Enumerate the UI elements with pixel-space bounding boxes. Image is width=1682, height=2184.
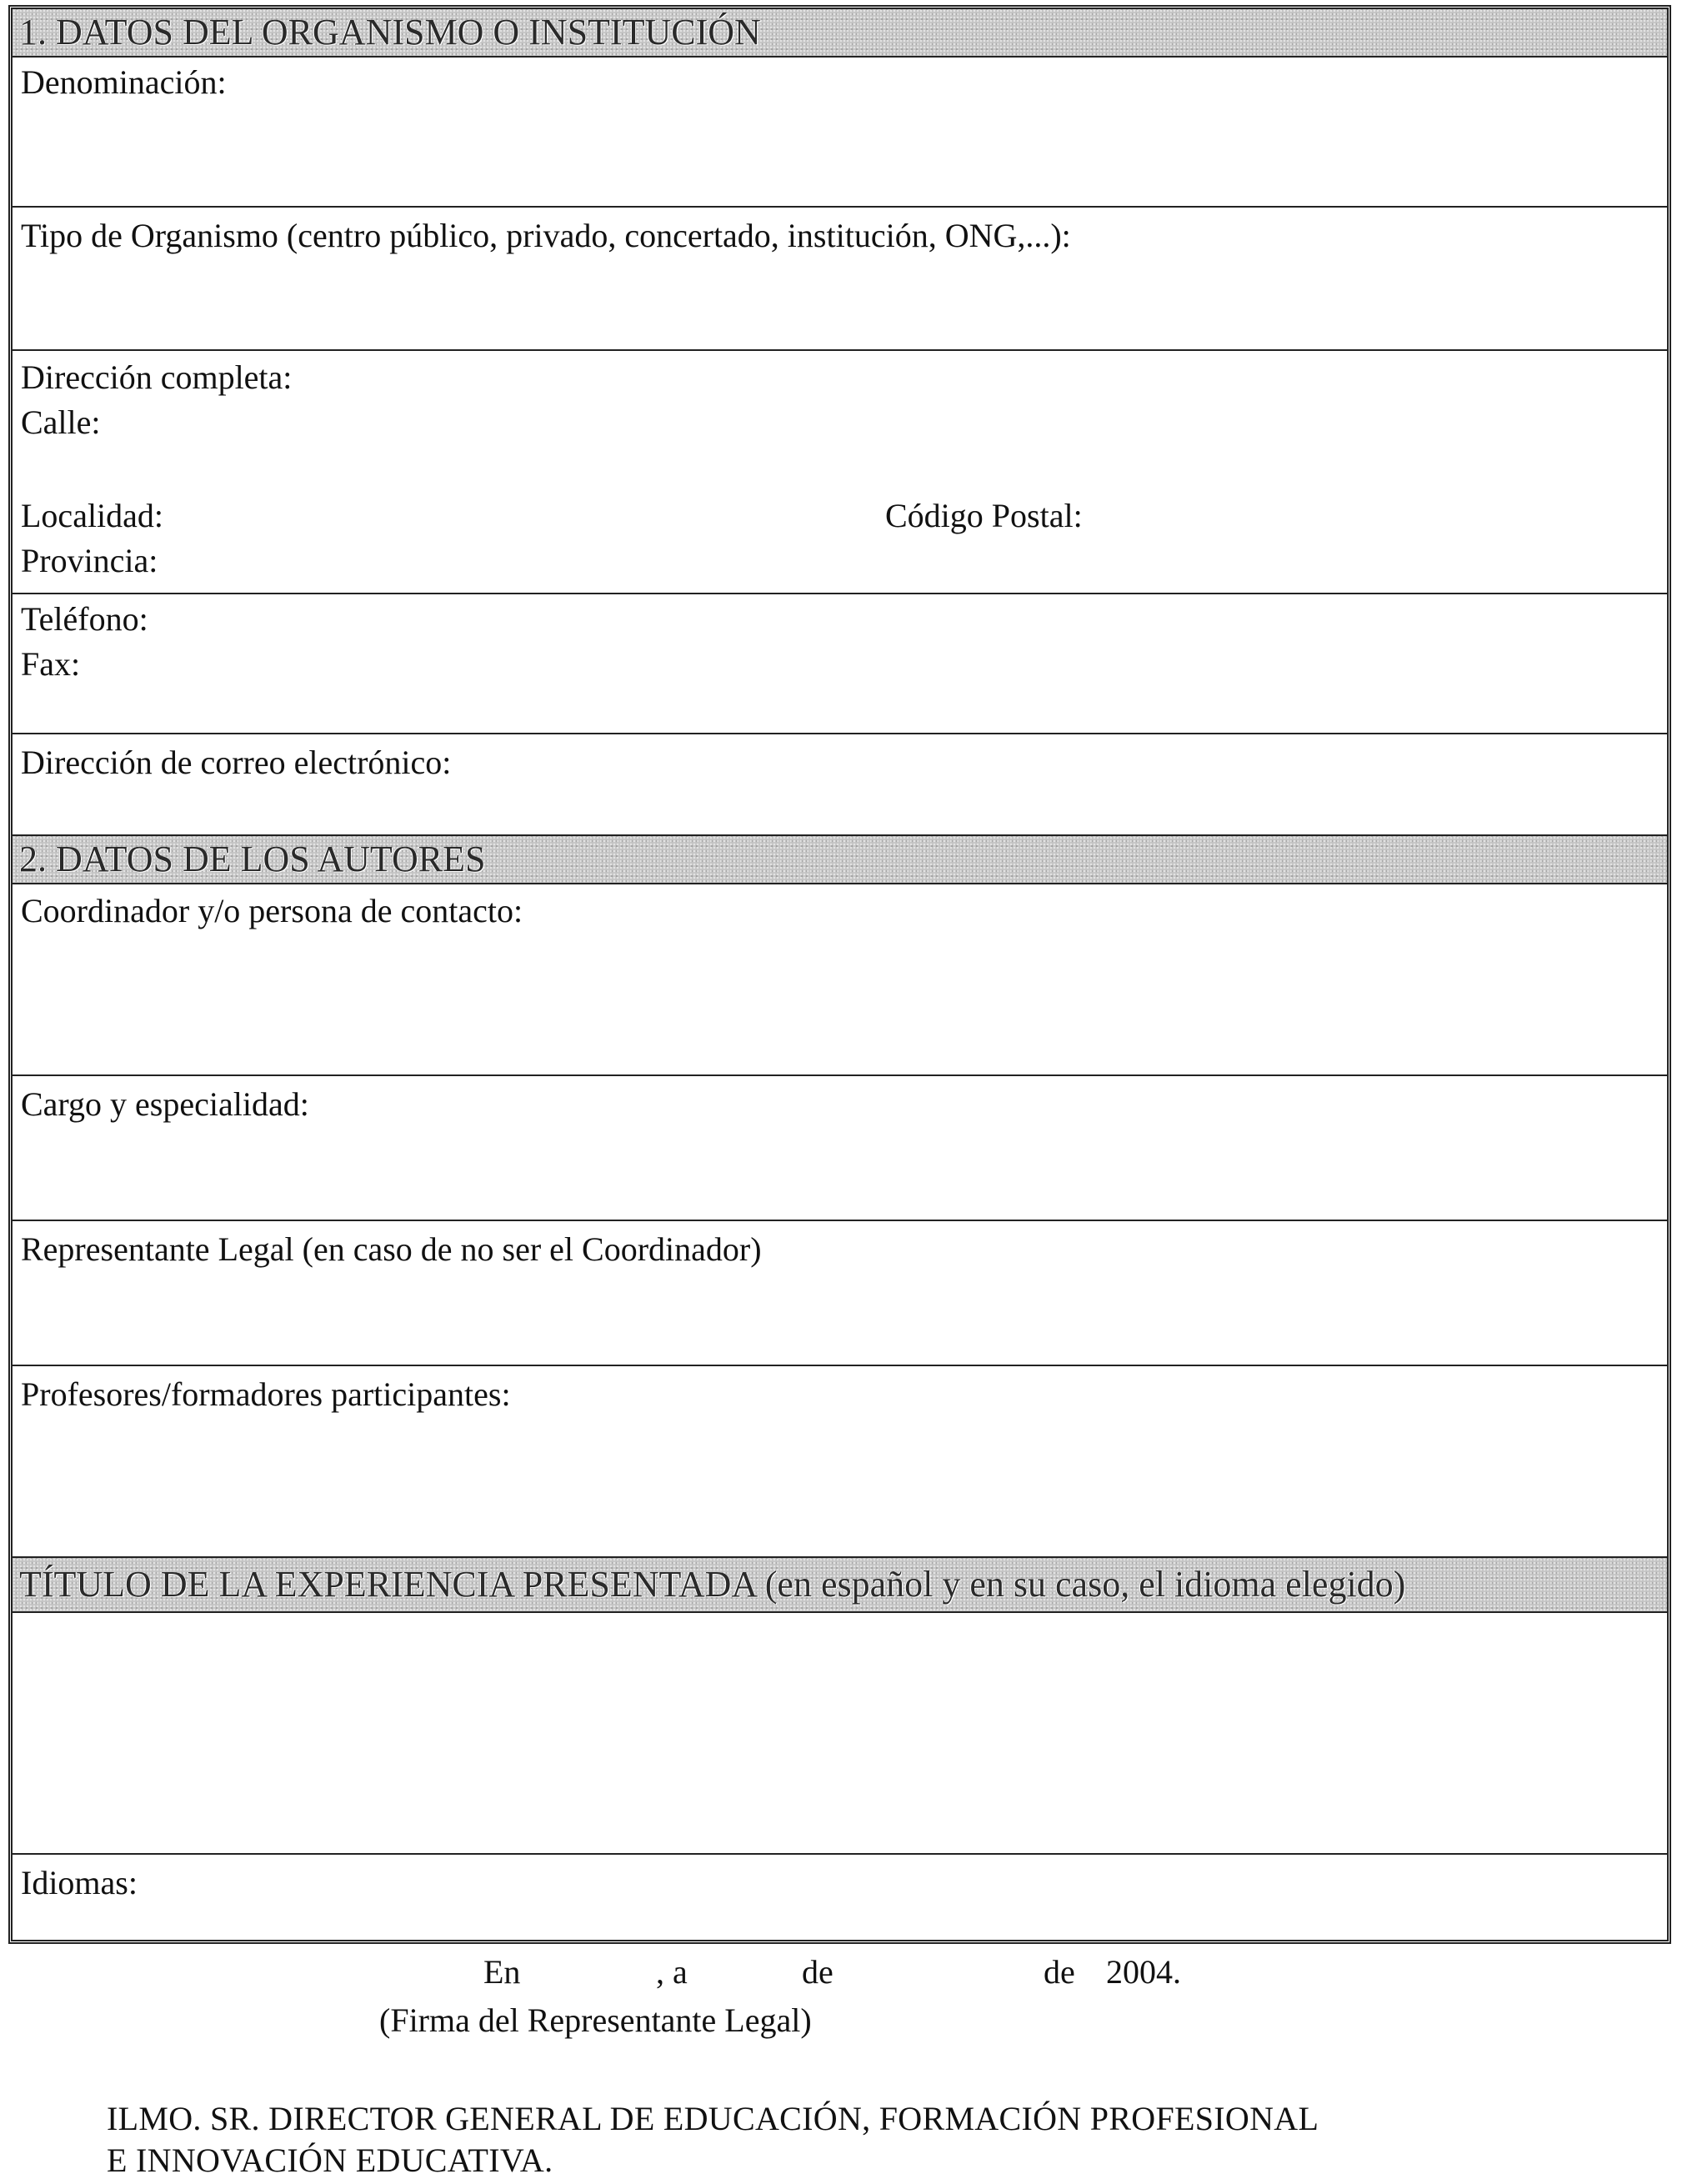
addressee-line-1: ILMO. SR. DIRECTOR GENERAL DE EDUCACIÓN, FORMACIÓN PROFESIONAL — [107, 2100, 1319, 2137]
field-titulo[interactable] — [13, 1613, 1667, 1855]
section-header-autores — [13, 836, 1667, 884]
section-header-organismo — [13, 9, 1667, 58]
field-coordinador[interactable] — [13, 884, 1667, 1076]
field-tipo-organismo[interactable] — [13, 208, 1667, 351]
footer-de1: de — [802, 1953, 833, 1991]
localidad-label: Localidad: — [21, 497, 164, 534]
footer-en: En — [483, 1953, 521, 1991]
field-denominacion[interactable] — [13, 58, 1667, 208]
profesores-label: Profesores/formadores participantes: — [21, 1375, 511, 1413]
correo-label: Dirección de correo electrónico: — [21, 744, 452, 781]
footer-de2: de — [1044, 1953, 1075, 1991]
provincia-label: Provincia: — [21, 542, 158, 579]
field-idiomas[interactable] — [13, 1855, 1667, 1940]
representante-label: Representante Legal (en caso de no ser el Coordinador) — [21, 1230, 762, 1268]
section-header-text: TÍTULO DE LA EXPERIENCIA PRESENTADA (en español y en su caso, el idioma elegido) — [19, 1564, 1406, 1605]
coordinador-label: Coordinador y/o persona de contacto: — [21, 892, 523, 929]
footer-firma: (Firma del Representante Legal) — [379, 2001, 812, 2039]
direccion-completa-label: Dirección completa: — [21, 358, 293, 396]
section-header-text: 1. DATOS DEL ORGANISMO O INSTITUCIÓN — [19, 12, 761, 53]
calle-label: Calle: — [21, 403, 101, 441]
denominacion-label: Denominación: — [21, 63, 227, 101]
telefono-label: Teléfono: — [21, 600, 148, 638]
fax-label: Fax: — [21, 645, 81, 683]
section-header-titulo — [13, 1558, 1667, 1613]
section-header-text: 2. DATOS DE LOS AUTORES — [19, 839, 486, 879]
application-form — [8, 5, 1671, 1944]
field-representante[interactable] — [13, 1221, 1667, 1366]
field-cargo[interactable] — [13, 1076, 1667, 1221]
tipo-organismo-label: Tipo de Organismo (centro público, privado, concertado, institución, ONG,...): — [21, 217, 1071, 254]
field-direccion[interactable] — [13, 351, 1667, 594]
addressee-line-2: E INNOVACIÓN EDUCATIVA. — [107, 2141, 553, 2179]
field-profesores[interactable] — [13, 1366, 1667, 1558]
footer-a: , a — [656, 1953, 688, 1991]
field-correo[interactable] — [13, 734, 1667, 836]
idiomas-label: Idiomas: — [21, 1864, 138, 1901]
codigo-postal-label: Código Postal: — [885, 497, 1083, 534]
footer-year: 2004. — [1106, 1953, 1181, 1991]
cargo-label: Cargo y especialidad: — [21, 1085, 309, 1123]
field-telefono-fax[interactable] — [13, 594, 1667, 734]
